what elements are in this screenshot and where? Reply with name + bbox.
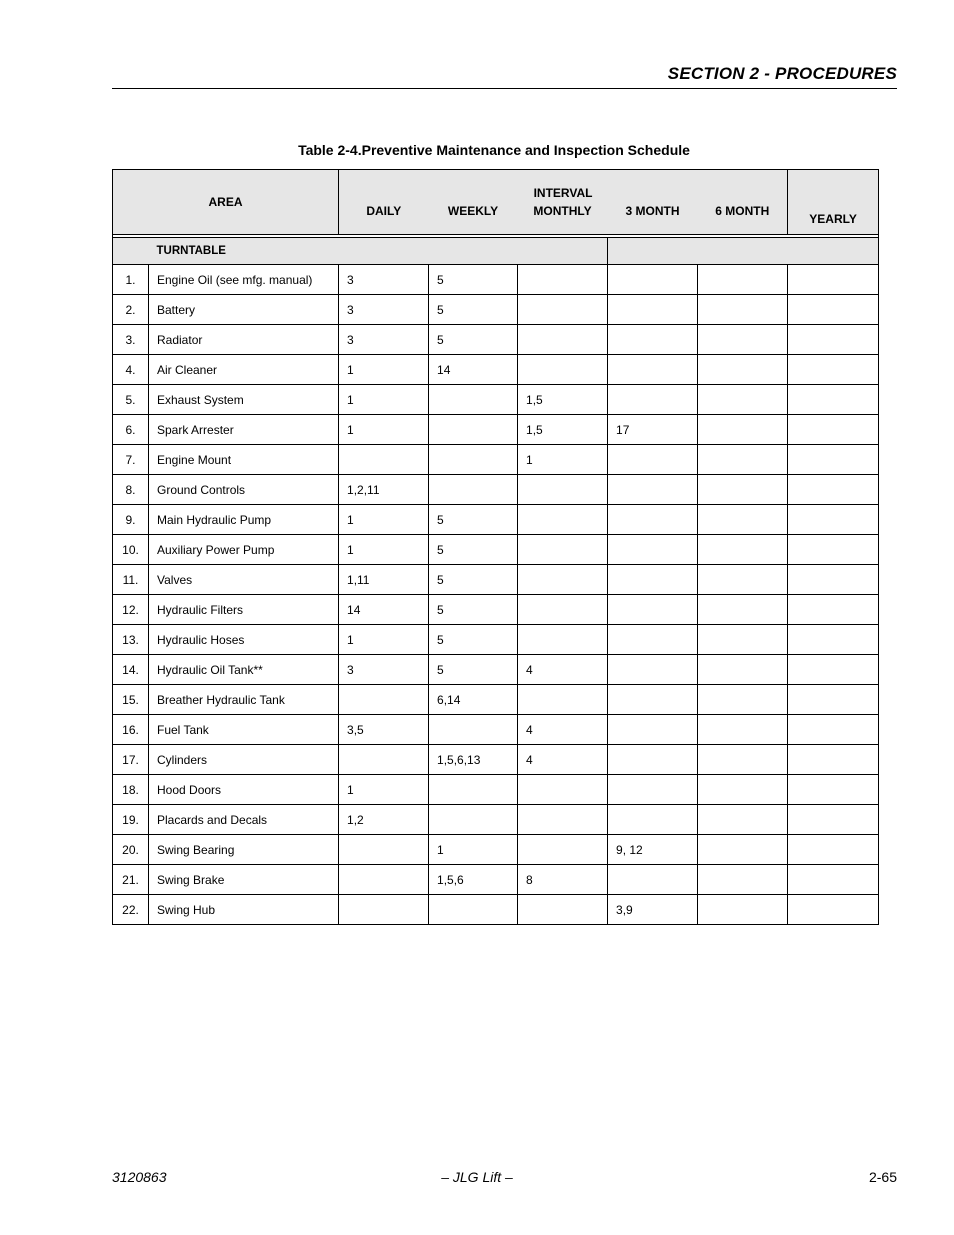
table-row: [113, 895, 879, 925]
table-row: [113, 715, 879, 745]
interval-cell-monthly: [518, 835, 608, 865]
interval-cell-m3: 3,9: [608, 895, 698, 925]
interval-cell-daily: 1,2,11: [339, 475, 429, 505]
interval-cell-m6: [698, 865, 788, 895]
interval-cell-yearly: [788, 535, 879, 565]
table-row: [113, 565, 879, 595]
table-row: [113, 475, 879, 505]
area-cell: Exhaust System: [149, 385, 339, 415]
area-cell: Placards and Decals: [149, 805, 339, 835]
interval-cell-m6: [698, 895, 788, 925]
interval-cell-daily: 1: [339, 505, 429, 535]
area-cell: Hydraulic Filters: [149, 595, 339, 625]
interval-cell-weekly: 1,5,6,13: [429, 745, 518, 775]
row-number: 15.: [113, 685, 149, 715]
interval-cell-daily: [339, 445, 429, 475]
doc-number: 3120863: [112, 1169, 167, 1185]
interval-cell-yearly: [788, 895, 879, 925]
table-row: [113, 295, 879, 325]
row-number: 18.: [113, 775, 149, 805]
interval-cell-m6: [698, 685, 788, 715]
row-number: 20.: [113, 835, 149, 865]
interval-cell-yearly: [788, 265, 879, 295]
interval-cell-monthly: [518, 805, 608, 835]
interval-cell-weekly: 5: [429, 535, 518, 565]
interval-cell-weekly: [429, 445, 518, 475]
interval-cell-monthly: 1,5: [518, 415, 608, 445]
interval-cell-m3: [608, 655, 698, 685]
interval-cell-m6: [698, 835, 788, 865]
interval-cell-monthly: 4: [518, 655, 608, 685]
interval-cell-m3: [608, 715, 698, 745]
interval-cell-weekly: [429, 385, 518, 415]
interval-cell-m6: [698, 715, 788, 745]
interval-cell-monthly: [518, 535, 608, 565]
interval-cell-m6: [698, 595, 788, 625]
interval-cell-m3: [608, 535, 698, 565]
table-row: [113, 835, 879, 865]
interval-cell-m3: [608, 745, 698, 775]
area-cell: Hydraulic Hoses: [149, 625, 339, 655]
interval-cell-weekly: 5: [429, 505, 518, 535]
interval-cell-monthly: 8: [518, 865, 608, 895]
row-number: 3.: [113, 325, 149, 355]
interval-cell-daily: 1: [339, 415, 429, 445]
area-cell: Valves: [149, 565, 339, 595]
interval-cell-monthly: [518, 475, 608, 505]
interval-cell-yearly: [788, 325, 879, 355]
footer-brand: – JLG Lift –: [441, 1169, 513, 1185]
row-number: 22.: [113, 895, 149, 925]
table-row: [113, 415, 879, 445]
interval-cell-yearly: [788, 865, 879, 895]
interval-cell-yearly: [788, 595, 879, 625]
interval-cell-yearly: [788, 805, 879, 835]
column-header-daily: DAILY: [339, 200, 429, 235]
interval-cell-m6: [698, 475, 788, 505]
interval-cell-weekly: 5: [429, 595, 518, 625]
interval-cell-m3: [608, 565, 698, 595]
table-row: [113, 265, 879, 295]
interval-cell-weekly: 6,14: [429, 685, 518, 715]
area-cell: Hood Doors: [149, 775, 339, 805]
row-number: 19.: [113, 805, 149, 835]
interval-cell-m3: [608, 325, 698, 355]
interval-cell-monthly: [518, 775, 608, 805]
interval-cell-m3: [608, 775, 698, 805]
interval-cell-m6: [698, 535, 788, 565]
interval-cell-weekly: [429, 475, 518, 505]
interval-cell-weekly: 5: [429, 325, 518, 355]
section-title: SECTION 2 - PROCEDURES: [667, 64, 897, 83]
interval-cell-daily: 3: [339, 655, 429, 685]
row-number: 1.: [113, 265, 149, 295]
interval-cell-weekly: 1: [429, 835, 518, 865]
interval-cell-weekly: 5: [429, 655, 518, 685]
interval-cell-m6: [698, 355, 788, 385]
area-cell: Engine Oil (see mfg. manual): [149, 265, 339, 295]
interval-cell-daily: 3: [339, 265, 429, 295]
column-header-weekly: WEEKLY: [429, 200, 518, 235]
interval-cell-m6: [698, 625, 788, 655]
interval-cell-m3: 9, 12: [608, 835, 698, 865]
interval-cell-weekly: 5: [429, 265, 518, 295]
interval-header: INTERVAL: [339, 170, 788, 201]
interval-cell-weekly: 14: [429, 355, 518, 385]
interval-cell-m3: [608, 595, 698, 625]
interval-cell-monthly: 4: [518, 715, 608, 745]
interval-cell-monthly: 1,5: [518, 385, 608, 415]
table-row: [113, 355, 879, 385]
interval-cell-monthly: 1: [518, 445, 608, 475]
interval-cell-weekly: 5: [429, 565, 518, 595]
table-row: [113, 625, 879, 655]
area-header: AREA: [113, 170, 339, 235]
table-row: [113, 805, 879, 835]
row-number: 8.: [113, 475, 149, 505]
interval-cell-m3: [608, 685, 698, 715]
interval-cell-m3: [608, 445, 698, 475]
row-number: 4.: [113, 355, 149, 385]
table-row: [113, 505, 879, 535]
area-cell: Fuel Tank: [149, 715, 339, 745]
interval-cell-monthly: [518, 565, 608, 595]
table-row: [113, 655, 879, 685]
row-number: 2.: [113, 295, 149, 325]
area-cell: Engine Mount: [149, 445, 339, 475]
interval-cell-monthly: [518, 295, 608, 325]
area-cell: Swing Brake: [149, 865, 339, 895]
area-cell: Auxiliary Power Pump: [149, 535, 339, 565]
group-label: TURNTABLE: [149, 238, 608, 265]
interval-cell-daily: 3: [339, 325, 429, 355]
interval-cell-yearly: [788, 565, 879, 595]
interval-cell-yearly: [788, 715, 879, 745]
table-title: Table 2-4.Preventive Maintenance and Inspection Schedule: [298, 142, 690, 158]
interval-cell-m6: [698, 745, 788, 775]
interval-cell-weekly: [429, 715, 518, 745]
interval-cell-daily: 1: [339, 625, 429, 655]
table-row: [113, 325, 879, 355]
maintenance-schedule-table: [112, 169, 879, 925]
column-header-yearly: YEARLY: [788, 170, 879, 235]
area-cell: Spark Arrester: [149, 415, 339, 445]
interval-cell-monthly: 4: [518, 745, 608, 775]
interval-cell-m6: [698, 265, 788, 295]
page-number: 2-65: [868, 1169, 897, 1185]
interval-cell-yearly: [788, 775, 879, 805]
interval-cell-weekly: 5: [429, 625, 518, 655]
interval-cell-daily: 1,11: [339, 565, 429, 595]
interval-cell-m6: [698, 505, 788, 535]
interval-cell-daily: [339, 865, 429, 895]
row-number: 11.: [113, 565, 149, 595]
area-cell: Breather Hydraulic Tank: [149, 685, 339, 715]
area-cell: Ground Controls: [149, 475, 339, 505]
table-row: [113, 445, 879, 475]
column-header-6-month: 6 MONTH: [698, 200, 788, 235]
interval-cell-m6: [698, 295, 788, 325]
interval-cell-m6: [698, 325, 788, 355]
row-number: 9.: [113, 505, 149, 535]
interval-cell-monthly: [518, 505, 608, 535]
row-number: 6.: [113, 415, 149, 445]
interval-cell-m3: [608, 355, 698, 385]
interval-cell-m6: [698, 805, 788, 835]
interval-cell-yearly: [788, 625, 879, 655]
row-number: 10.: [113, 535, 149, 565]
interval-cell-yearly: [788, 385, 879, 415]
row-number: 7.: [113, 445, 149, 475]
interval-cell-weekly: [429, 775, 518, 805]
column-header-monthly: MONTHLY: [518, 200, 608, 235]
interval-cell-daily: [339, 745, 429, 775]
interval-cell-daily: 1: [339, 775, 429, 805]
table-row: [113, 385, 879, 415]
area-cell: Air Cleaner: [149, 355, 339, 385]
interval-cell-yearly: [788, 445, 879, 475]
interval-cell-daily: 3,5: [339, 715, 429, 745]
interval-cell-m3: [608, 625, 698, 655]
interval-cell-m6: [698, 385, 788, 415]
row-number: 21.: [113, 865, 149, 895]
interval-cell-daily: 14: [339, 595, 429, 625]
interval-cell-daily: [339, 835, 429, 865]
interval-cell-m6: [698, 445, 788, 475]
interval-cell-yearly: [788, 655, 879, 685]
area-cell: Swing Bearing: [149, 835, 339, 865]
interval-cell-m3: [608, 265, 698, 295]
interval-cell-daily: 3: [339, 295, 429, 325]
interval-cell-m3: [608, 505, 698, 535]
table-row: [113, 775, 879, 805]
interval-cell-yearly: [788, 295, 879, 325]
row-number: 17.: [113, 745, 149, 775]
table-row: [113, 595, 879, 625]
interval-cell-m3: [608, 295, 698, 325]
interval-cell-yearly: [788, 835, 879, 865]
interval-cell-monthly: [518, 265, 608, 295]
column-header-3-month: 3 MONTH: [608, 200, 698, 235]
interval-cell-m6: [698, 655, 788, 685]
interval-cell-m3: [608, 385, 698, 415]
interval-cell-m6: [698, 565, 788, 595]
header-rule: [112, 88, 897, 89]
interval-cell-yearly: [788, 355, 879, 385]
area-cell: Radiator: [149, 325, 339, 355]
interval-cell-yearly: [788, 415, 879, 445]
interval-cell-monthly: [518, 595, 608, 625]
row-number: 12.: [113, 595, 149, 625]
interval-cell-daily: 1: [339, 385, 429, 415]
interval-cell-daily: 1: [339, 535, 429, 565]
interval-cell-m3: [608, 865, 698, 895]
interval-cell-yearly: [788, 745, 879, 775]
interval-cell-yearly: [788, 475, 879, 505]
interval-cell-weekly: [429, 805, 518, 835]
table-row: [113, 745, 879, 775]
interval-cell-daily: 1,2: [339, 805, 429, 835]
area-cell: Hydraulic Oil Tank**: [149, 655, 339, 685]
area-cell: Main Hydraulic Pump: [149, 505, 339, 535]
interval-cell-weekly: [429, 415, 518, 445]
table-row: [113, 865, 879, 895]
interval-cell-monthly: [518, 685, 608, 715]
interval-cell-daily: 1: [339, 355, 429, 385]
table-row: [113, 685, 879, 715]
interval-cell-m6: [698, 415, 788, 445]
area-cell: Cylinders: [149, 745, 339, 775]
interval-cell-weekly: 5: [429, 295, 518, 325]
interval-cell-yearly: [788, 685, 879, 715]
table-row: [113, 535, 879, 565]
group-row: [113, 238, 879, 265]
interval-cell-monthly: [518, 625, 608, 655]
interval-cell-monthly: [518, 355, 608, 385]
interval-cell-daily: [339, 685, 429, 715]
row-number: 14.: [113, 655, 149, 685]
row-number: 5.: [113, 385, 149, 415]
interval-cell-daily: [339, 895, 429, 925]
row-number: 13.: [113, 625, 149, 655]
interval-cell-m3: [608, 805, 698, 835]
interval-cell-monthly: [518, 895, 608, 925]
row-number: 16.: [113, 715, 149, 745]
interval-cell-monthly: [518, 325, 608, 355]
interval-cell-m3: 17: [608, 415, 698, 445]
area-cell: Swing Hub: [149, 895, 339, 925]
interval-cell-weekly: [429, 895, 518, 925]
interval-cell-yearly: [788, 505, 879, 535]
interval-cell-m6: [698, 775, 788, 805]
area-cell: Battery: [149, 295, 339, 325]
interval-cell-m3: [608, 475, 698, 505]
interval-cell-weekly: 1,5,6: [429, 865, 518, 895]
